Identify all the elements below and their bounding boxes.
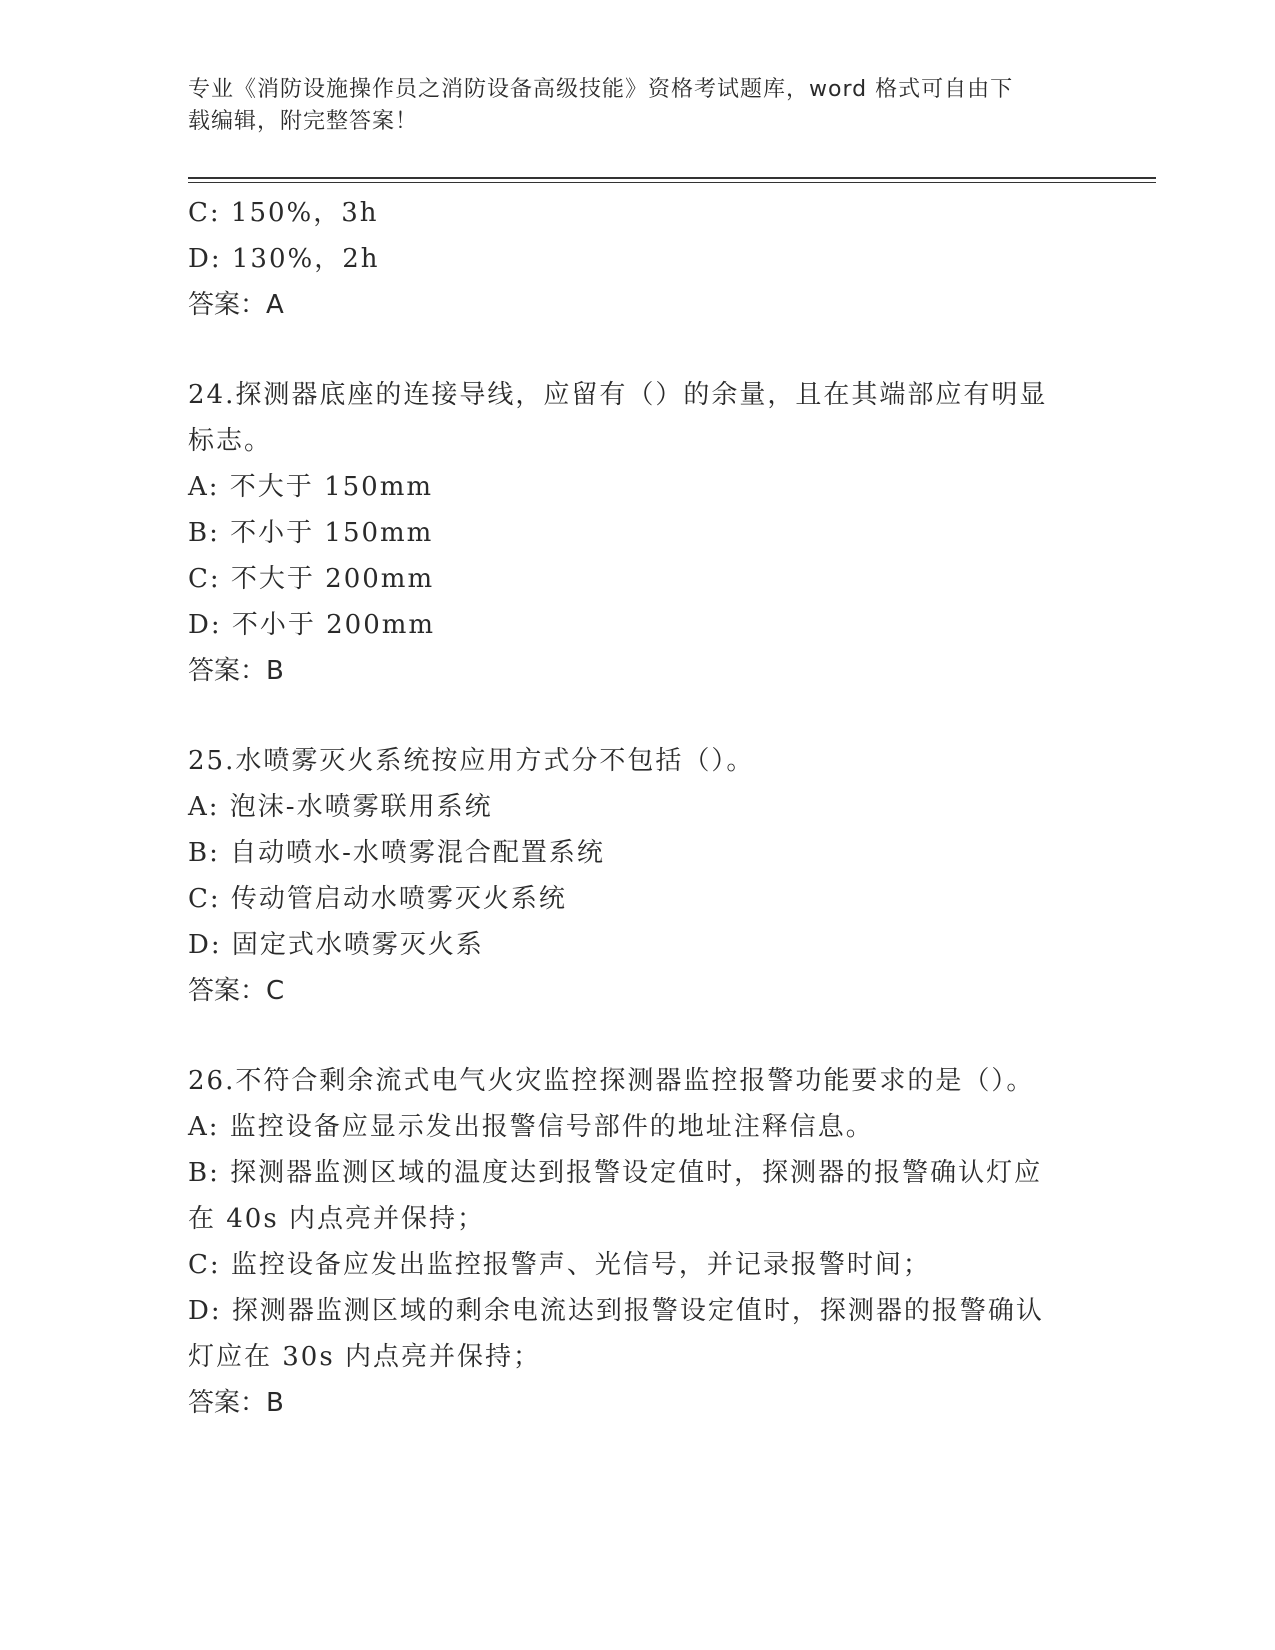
option-b-line-2: 在 40s 内点亮并保持；	[188, 1204, 485, 1234]
question-23-partial	[188, 190, 1088, 328]
option-d: D: 130%，2h	[188, 244, 380, 274]
stem-line-1: 25.水喷雾灭火系统按应用方式分不包括（）。	[188, 746, 755, 776]
option-c: C: 监控设备应发出监控报警声、光信号，并记录报警时间；	[188, 1250, 931, 1280]
answer-line: 答案：B	[188, 1388, 284, 1418]
document-header	[188, 74, 1068, 138]
question-stem	[188, 738, 1088, 784]
header-line-2: 载编辑，附完整答案！	[188, 109, 419, 134]
document-body	[188, 190, 1088, 1426]
question-stem	[188, 372, 1088, 464]
stem-line-1: 26.不符合剩余流式电气火灾监控探测器监控报警功能要求的是（）。	[188, 1066, 1035, 1096]
answer-line: 答案：A	[188, 290, 284, 320]
option-c: C: 不大于 200mm	[188, 564, 435, 594]
option-d-line-2: 灯应在 30s 内点亮并保持；	[188, 1342, 541, 1372]
option-d: D: 固定式水喷雾灭火系	[188, 930, 484, 960]
header-rule-thick	[188, 177, 1156, 179]
stem-line-1: 24.探测器底座的连接导线，应留有（）的余量，且在其端部应有明显	[188, 380, 1048, 410]
option-d-line-1: D: 探测器监测区域的剩余电流达到报警设定值时，探测器的报警确认	[188, 1296, 1044, 1326]
stem-line-2: 标志。	[188, 426, 273, 456]
option-c: C: 150%，3h	[188, 198, 379, 228]
option-b-line-1: B: 探测器监测区域的温度达到报警设定值时，探测器的报警确认灯应	[188, 1158, 1043, 1188]
option-b: B: 自动喷水-水喷雾混合配置系统	[188, 838, 605, 868]
answer-line: 答案：C	[188, 976, 285, 1006]
question-stem	[188, 1058, 1088, 1104]
answer-line: 答案：B	[188, 656, 284, 686]
option-d: D: 不小于 200mm	[188, 610, 436, 640]
option-a: A: 监控设备应显示发出报警信号部件的地址注释信息。	[188, 1112, 874, 1142]
question-25	[188, 738, 1088, 1014]
question-26	[188, 1058, 1088, 1426]
option-a: A: 不大于 150mm	[188, 472, 434, 502]
option-c: C: 传动管启动水喷雾灭火系统	[188, 884, 567, 914]
option-a: A: 泡沫-水喷雾联用系统	[188, 792, 493, 822]
question-24	[188, 372, 1088, 694]
option-b: B: 不小于 150mm	[188, 518, 434, 548]
header-rule-thin	[188, 182, 1156, 183]
header-line-1: 专业《消防设施操作员之消防设备高级技能》资格考试题库，word 格式可自由下	[188, 77, 1014, 102]
